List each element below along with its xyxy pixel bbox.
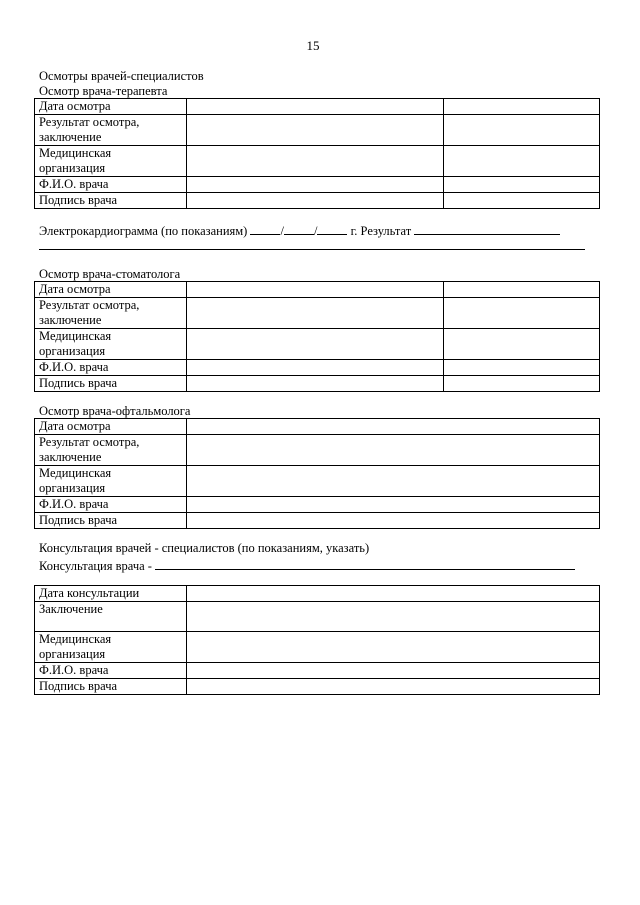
consultation-doctor-blank[interactable]	[155, 557, 575, 570]
table-row	[35, 360, 600, 376]
therapist-table	[34, 98, 600, 209]
table-row	[35, 435, 600, 466]
fio-cell[interactable]	[187, 663, 600, 679]
org-label	[35, 466, 187, 497]
org-label-line2: организация	[39, 647, 106, 661]
fio-label: Ф.И.О. врача	[35, 497, 187, 513]
table-row	[35, 663, 600, 679]
table-row	[35, 513, 600, 529]
org-label-line2: организация	[39, 344, 106, 358]
result-cell-1[interactable]	[187, 115, 444, 146]
conclusion-label: Заключение	[35, 602, 187, 632]
fio-cell-2[interactable]	[444, 360, 600, 376]
consultation-title: Консультация врачей - специалистов (по показаниям, указать)	[39, 541, 370, 555]
ophthalmologist-title: Осмотр врача-офтальмолога	[39, 404, 191, 418]
conclusion-cell[interactable]	[187, 602, 600, 632]
result-label-line2: заключение	[39, 313, 102, 327]
org-label-line1: Медицинская	[39, 146, 112, 160]
ecg-year-blank[interactable]	[317, 222, 347, 235]
signature-cell-1[interactable]	[187, 376, 444, 392]
org-cell-1[interactable]	[187, 329, 444, 360]
result-label-line2: заключение	[39, 130, 102, 144]
ecg-day-blank[interactable]	[250, 222, 280, 235]
result-label-line1: Результат осмотра,	[39, 298, 140, 312]
date-label: Дата осмотра	[35, 419, 187, 435]
signature-label: Подпись врача	[35, 376, 187, 392]
ecg-month-blank[interactable]	[284, 222, 314, 235]
result-cell-2[interactable]	[444, 115, 600, 146]
table-row	[35, 586, 600, 602]
org-cell-2[interactable]	[444, 329, 600, 360]
org-cell-2[interactable]	[444, 146, 600, 177]
fio-cell-2[interactable]	[444, 177, 600, 193]
date-label: Дата осмотра	[35, 282, 187, 298]
fio-label: Ф.И.О. врача	[35, 663, 187, 679]
ecg-year-result-label: г. Результат	[350, 224, 412, 238]
org-label-line1: Медицинская	[39, 466, 112, 480]
signature-cell-1[interactable]	[187, 193, 444, 209]
table-row	[35, 146, 600, 177]
result-label-line1: Результат осмотра,	[39, 115, 140, 129]
page-number: 15	[306, 38, 320, 53]
ecg-result-blank[interactable]	[414, 222, 560, 235]
signature-cell[interactable]	[187, 513, 600, 529]
date-cell-1[interactable]	[187, 282, 444, 298]
org-label-line1: Медицинская	[39, 329, 112, 343]
table-row	[35, 193, 600, 209]
table-row	[35, 602, 600, 632]
table-row	[35, 329, 600, 360]
ecg-slash-1: /	[280, 224, 284, 238]
date-label: Дата осмотра	[35, 99, 187, 115]
table-row	[35, 419, 600, 435]
org-label	[35, 329, 187, 360]
fio-cell-1[interactable]	[187, 360, 444, 376]
date-cell-2[interactable]	[444, 99, 600, 115]
org-label	[35, 632, 187, 663]
table-row	[35, 466, 600, 497]
therapist-title: Осмотр врача-терапевта	[39, 84, 168, 98]
dentist-title: Осмотр врача-стоматолога	[39, 267, 181, 281]
ecg-label: Электрокардиограмма (по показаниям)	[39, 224, 248, 238]
date-cell-2[interactable]	[444, 282, 600, 298]
org-label-line2: организация	[39, 161, 106, 175]
table-row	[35, 632, 600, 663]
dentist-table	[34, 281, 600, 392]
ecg-result-line-2[interactable]	[39, 249, 585, 250]
result-cell-1[interactable]	[187, 298, 444, 329]
date-cell[interactable]	[187, 419, 600, 435]
fio-cell[interactable]	[187, 497, 600, 513]
table-row	[35, 99, 600, 115]
signature-cell-2[interactable]	[444, 376, 600, 392]
ophthalmologist-table	[34, 418, 600, 529]
result-label	[35, 298, 187, 329]
table-row	[35, 497, 600, 513]
result-label-line1: Результат осмотра,	[39, 435, 140, 449]
result-cell-2[interactable]	[444, 298, 600, 329]
table-row	[35, 376, 600, 392]
ecg-line	[39, 222, 560, 239]
org-label-line1: Медицинская	[39, 632, 112, 646]
org-cell[interactable]	[187, 466, 600, 497]
fio-label: Ф.И.О. врача	[35, 360, 187, 376]
table-row	[35, 282, 600, 298]
table-row	[35, 298, 600, 329]
fio-cell-1[interactable]	[187, 177, 444, 193]
fio-label: Ф.И.О. врача	[35, 177, 187, 193]
consultation-date-label: Дата консультации	[35, 586, 187, 602]
table-row	[35, 177, 600, 193]
signature-cell-2[interactable]	[444, 193, 600, 209]
org-label	[35, 146, 187, 177]
org-label-line2: организация	[39, 481, 106, 495]
ecg-slash-2: /	[313, 224, 318, 238]
table-row	[35, 115, 600, 146]
org-cell[interactable]	[187, 632, 600, 663]
main-title: Осмотры врачей-специалистов	[39, 69, 204, 83]
table-row	[35, 679, 600, 695]
org-cell-1[interactable]	[187, 146, 444, 177]
result-label	[35, 435, 187, 466]
consultation-date-cell[interactable]	[187, 586, 600, 602]
signature-label: Подпись врача	[35, 679, 187, 695]
signature-label: Подпись врача	[35, 193, 187, 209]
consultation-doctor-row	[39, 557, 575, 573]
result-label-line2: заключение	[39, 450, 102, 464]
result-cell[interactable]	[187, 435, 600, 466]
result-label	[35, 115, 187, 146]
consultation-doctor-label: Консультация врача -	[39, 559, 152, 573]
signature-cell[interactable]	[187, 679, 600, 695]
date-cell-1[interactable]	[187, 99, 444, 115]
consultation-table	[34, 585, 600, 695]
signature-label: Подпись врача	[35, 513, 187, 529]
